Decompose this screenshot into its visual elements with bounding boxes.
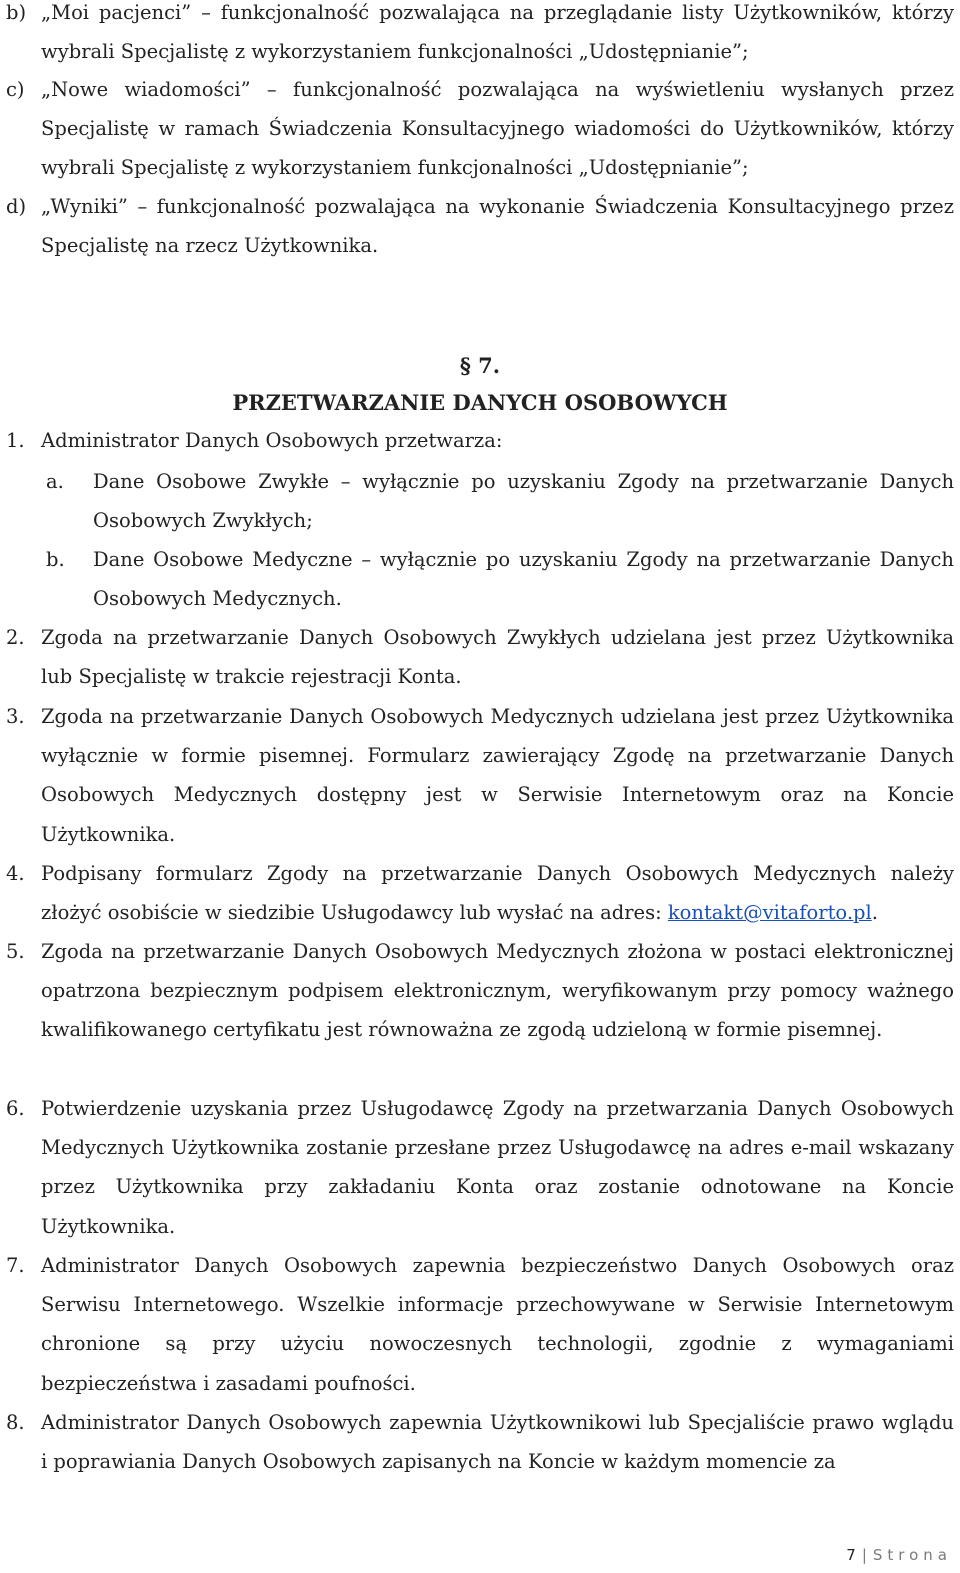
numbered-point — [6, 421, 954, 460]
sub-point-letter: b. — [46, 548, 65, 571]
numbered-point — [6, 1246, 954, 1403]
section-title: PRZETWARZANIE DANYCH OSOBOWYCH — [232, 390, 728, 415]
point-number: 3. — [6, 705, 25, 728]
numbered-point — [6, 854, 954, 932]
sub-point-text: Dane Osobowe Zwykłe – wyłącznie po uzyskaniu Zgody na przetwarzanie Danych Osobowych Zwykłych; — [93, 470, 954, 533]
point-number: 4. — [6, 862, 25, 885]
list-item — [6, 70, 954, 188]
list-text: „Moi pacjenci” – funkcjonalność pozwalająca na przeglądanie listy Użytkowników, którzy wybrali Specjalistę z wykorzystaniem funkcjonalności „Udostępnianie”; — [41, 1, 954, 64]
point-number: 1. — [6, 429, 25, 452]
sub-point — [46, 540, 954, 618]
point-number: 2. — [6, 626, 25, 649]
list-marker: d) — [6, 195, 27, 218]
sub-point-text: Dane Osobowe Medyczne – wyłącznie po uzyskaniu Zgody na przetwarzanie Danych Osobowych Medycznych. — [93, 548, 954, 611]
point-number: 6. — [6, 1097, 25, 1120]
footer-separator: | — [861, 1546, 867, 1564]
numbered-point — [6, 932, 954, 1050]
numbered-point — [6, 697, 954, 854]
numbered-point — [6, 618, 954, 696]
list-marker: b) — [6, 1, 27, 24]
list-text: „Wyniki” – funkcjonalność pozwalająca na wykonanie Świadczenia Konsultacyjnego przez Specjalistę na rzecz Użytkownika. — [41, 195, 954, 258]
list-item — [6, 187, 954, 265]
email-link[interactable]: kontakt@vitaforto.pl — [667, 901, 872, 925]
point-text-after: . — [871, 901, 878, 925]
point-text-before: Podpisany formularz Zgody na przetwarzanie Danych Osobowych Medycznych należy złożyć osobiście w siedzibie Usługodawcy lub wysłać na adres: — [41, 862, 954, 925]
section-number: § 7. — [459, 353, 501, 378]
numbered-point — [6, 1089, 954, 1246]
point-text: Zgoda na przetwarzanie Danych Osobowych Medycznych udzielana jest przez Użytkownika wyłącznie w formie pisemnej. Formularz zawierający Zgodę na przetwarzanie Danych Osobowych Medycznych dostępny jest w Serwisie Internetowym oraz na Koncie Użytkownika. — [41, 705, 954, 846]
page-footer — [846, 1546, 952, 1564]
point-text: Zgoda na przetwarzanie Danych Osobowych Zwykłych udzielana jest przez Użytkownika lub Specjalistę w trakcie rejestracji Konta. — [41, 626, 954, 689]
point-number: 8. — [6, 1411, 25, 1434]
sub-point-letter: a. — [46, 470, 64, 493]
point-text — [41, 854, 954, 932]
numbered-point — [6, 1403, 954, 1481]
point-number: 7. — [6, 1254, 25, 1277]
sub-point — [46, 462, 954, 540]
point-text: Zgoda na przetwarzanie Danych Osobowych Medycznych złożona w postaci elektronicznej opatrzona bezpiecznym podpisem elektronicznym, weryfikowanym przy pomocy ważnego kwalifikowanego certyfikatu jest równoważna ze zgodą udzieloną w formie pisemnej. — [41, 940, 954, 1042]
page-label: Strona — [872, 1546, 952, 1564]
point-text: Administrator Danych Osobowych zapewnia Użytkownikowi lub Specjaliście prawo wglądu i poprawiania Danych Osobowych zapisanych na Koncie w każdym momencie za — [41, 1411, 954, 1474]
point-number: 5. — [6, 940, 25, 963]
page-number: 7 — [846, 1546, 856, 1564]
list-item — [6, 0, 954, 71]
point-text: Potwierdzenie uzyskania przez Usługodawcę Zgody na przetwarzania Danych Osobowych Medycznych Użytkownika zostanie przesłane przez Usługodawcę na adres e-mail wskazany przez Użytkownika przy zakładaniu Konta oraz zostanie odnotowane na Koncie Użytkownika. — [41, 1097, 954, 1238]
list-marker: c) — [6, 78, 25, 101]
point-text: Administrator Danych Osobowych zapewnia bezpieczeństwo Danych Osobowych oraz Serwisu Internetowego. Wszelkie informacje przechowywane w Serwisie Internetowym chronione są przy użyciu nowoczesnych technologii, zgodnie z wymaganiami bezpieczeństwa i zasadami poufności. — [41, 1254, 954, 1395]
list-text: „Nowe wiadomości” – funkcjonalność pozwalająca na wyświetleniu wysłanych przez Specjalistę w ramach Świadczenia Konsultacyjnego wiadomości do Użytkowników, którzy wybrali Specjalistę z wykorzystaniem funkcjonalności „Udostępnianie”; — [41, 78, 954, 180]
point-text: Administrator Danych Osobowych przetwarza: — [41, 429, 503, 452]
